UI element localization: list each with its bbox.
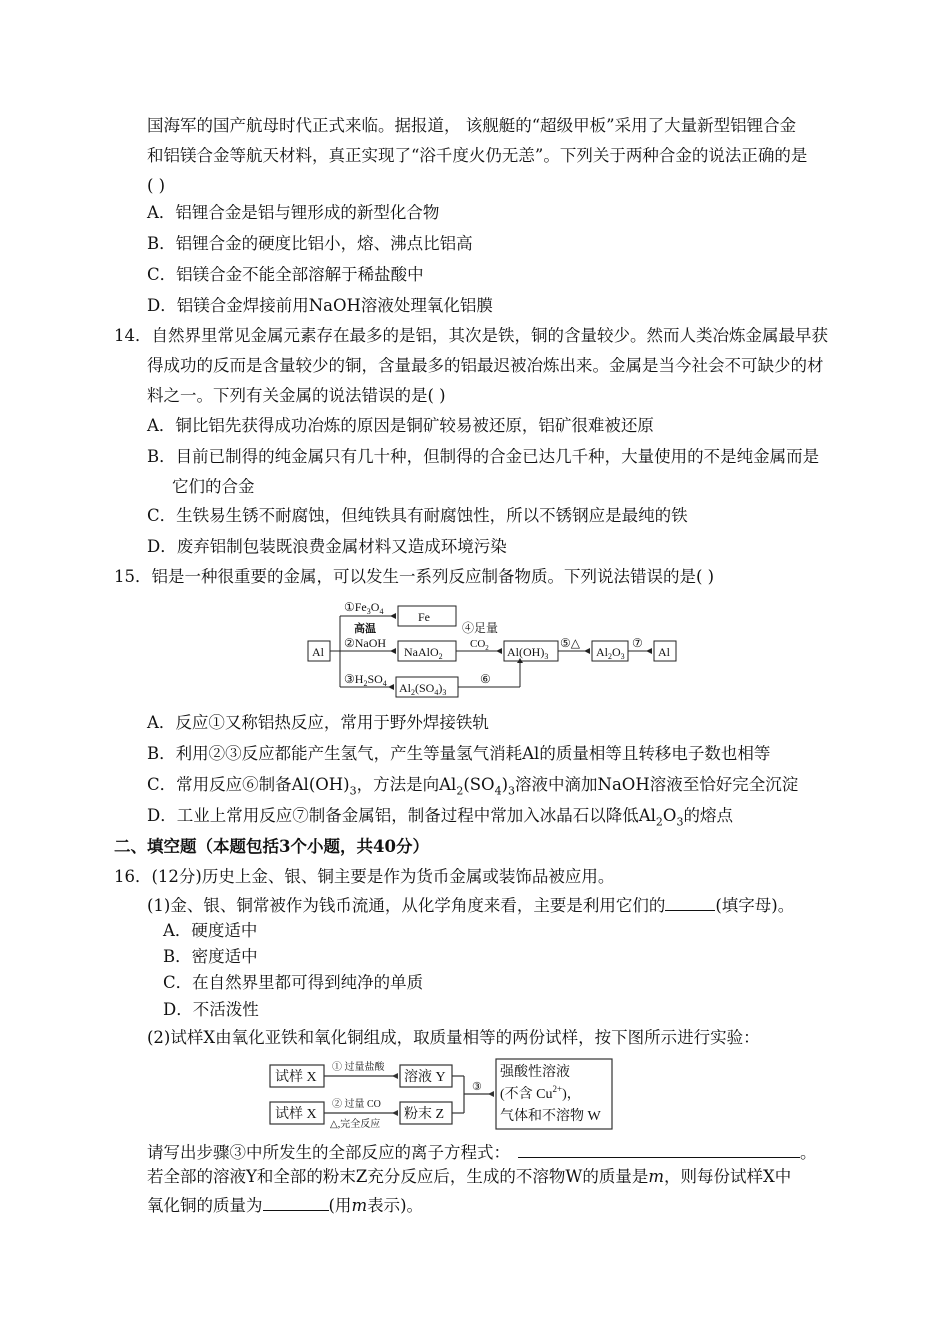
q16-stem: 16．(12分)历史上金、银、铜主要是作为货币金属或装饰品被应用。: [114, 867, 615, 886]
q14-stem-line1: 14．自然界里常见金属元素存在最多的是铝，其次是铁，铜的含量较少。然而人类冶炼金属最早获: [114, 326, 828, 345]
result-line2: (不含 $Cu^{2+}$)，: [500, 1084, 581, 1102]
step4-reagent: ④足量: [462, 621, 499, 635]
step1-condition: 高温: [354, 623, 376, 635]
step1-reagent: $①Fe_3O_4$: [344, 600, 384, 616]
sample-x-label-1: 试样 X: [275, 1070, 317, 1085]
step1-label: ① 过量盐酸: [332, 1062, 385, 1073]
q16-option-c: C．在自然界里都可得到纯净的单质: [163, 973, 424, 992]
step2-label-bottom: △,完全反应: [330, 1119, 381, 1130]
al2o3-label: $Al_2O_3$: [596, 645, 625, 661]
step3-label: ③: [472, 1081, 482, 1093]
al-start-label: Al: [312, 645, 324, 659]
step7-label: ⑦: [632, 636, 643, 650]
q16-experiment-diagram: [266, 1056, 616, 1130]
naalo2-label: NaAlO$_2$: [404, 645, 443, 661]
q14-stem-line2: 得成功的反而是含量较少的铜，含量最多的铝最迟被冶炼出来。金属是当今社会不可缺少的材: [147, 356, 824, 375]
powder-z-label: 粉末 Z: [404, 1107, 445, 1122]
section-2-title: 二、填空题（本题包括3个小题，共40分）: [114, 837, 429, 856]
q13-answer-paren: ( ): [147, 176, 166, 195]
q14-option-b-line1: B．目前已制得的纯金属只有几十种，但制得的合金已达几千种，大量使用的不是纯金属而是: [147, 447, 820, 466]
al2so43-label: $Al_2(SO_4)_3$: [399, 681, 447, 697]
step3-reagent: $③H_2SO_4$: [344, 672, 387, 688]
q13-stem-line2: 和铝镁合金等航天材料，真正实现了“浴千度火仍无恙”。下列关于两种合金的说法正确的是: [147, 146, 808, 165]
fe-label: Fe: [418, 610, 430, 624]
q16-part2-text-line1: 若全部的溶液Y和全部的粉末Z充分反应后，生成的不溶物W的质量是m，则每份试样X中: [147, 1167, 792, 1186]
q16-part2-text-line2: 氧化铜的质量为 (用m表示)。: [147, 1196, 424, 1215]
q15-option-c: C．常用反应⑥制备$Al(OH)_3$，方法是向$Al_2(SO_4)_3$溶液中滴加NaOH溶液至恰好完全沉淀: [147, 775, 799, 798]
q13-option-b: B．铝锂合金的硬度比铝小，熔、沸点比铝高: [147, 234, 473, 253]
q16-part1: (1)金、银、铜常被作为钱币流通，从化学角度来看，主要是利用它们的 (填字母)。: [147, 896, 795, 915]
step6-label: ⑥: [480, 672, 491, 686]
result-line3: 气体和不溶物 W: [500, 1109, 601, 1124]
q14-stem-line3: 料之一。下列有关金属的说法错误的是( ): [147, 386, 446, 405]
q16-option-d: D．不活泼性: [163, 1000, 259, 1019]
result-line1: 强酸性溶液: [500, 1065, 570, 1080]
q13-option-d: D．铝镁合金焊接前用NaOH溶液处理氧化铝膜: [147, 296, 493, 315]
step5-label: ⑤△: [560, 636, 580, 650]
q15-stem: 15．铝是一种很重要的金属，可以发生一系列反应制备物质。下列说法错误的是( ): [114, 567, 715, 586]
q15-flow-diagram: [300, 594, 690, 702]
solution-y-label: 溶液 Y: [404, 1070, 446, 1085]
answer-blank-2[interactable]: [518, 1141, 800, 1158]
q15-option-d: D．工业上常用反应⑦制备金属铝，制备过程中常加入冰晶石以降低$Al_2O_3$的熔点: [147, 806, 733, 829]
q13-option-c: C．铝镁合金不能全部溶解于稀盐酸中: [147, 265, 424, 284]
q16-option-b: B．密度适中: [163, 947, 258, 966]
q15-option-b: B．利用②③反应都能产生氢气，产生等量氢气消耗Al的质量相等且转移电子数也相等: [147, 744, 771, 763]
step4-co2: $CO_2$: [470, 638, 489, 652]
step2-reagent: ②NaOH: [344, 636, 387, 650]
sample-x-label-2: 试样 X: [275, 1107, 317, 1122]
q16-part2-question: 请写出步骤③中所发生的全部反应的离子方程式： 。: [147, 1143, 817, 1162]
step2-label-top: ② 过量 CO: [332, 1099, 381, 1110]
al-end-label: Al: [658, 645, 670, 659]
q13-stem-line1: 国海军的国产航母时代正式来临。据报道， 该舰艇的“超级甲板”采用了大量新型铝锂合金: [147, 116, 797, 135]
q14-option-a: A．铜比铝先获得成功冶炼的原因是铜矿较易被还原，铝矿很难被还原: [147, 416, 654, 435]
q14-option-b-line2: 它们的合金: [172, 477, 255, 496]
q14-option-d: D．废弃铝制包装既浪费金属材料又造成环境污染: [147, 537, 507, 556]
q15-option-a: A．反应①又称铝热反应，常用于野外焊接铁轨: [147, 713, 489, 732]
q13-option-a: A．铝锂合金是铝与锂形成的新型化合物: [147, 203, 440, 222]
aloh3-label: $Al(OH)_3$: [507, 645, 549, 661]
answer-blank-3[interactable]: [263, 1194, 329, 1211]
q16-option-a: A．硬度适中: [163, 921, 258, 940]
q16-part2: (2)试样X由氧化亚铁和氧化铜组成，取质量相等的两份试样，按下图所示进行实验：: [147, 1028, 760, 1047]
q14-option-c: C．生铁易生锈不耐腐蚀，但纯铁具有耐腐蚀性，所以不锈钢应是最纯的铁: [147, 506, 688, 525]
answer-blank-1[interactable]: [665, 894, 715, 911]
